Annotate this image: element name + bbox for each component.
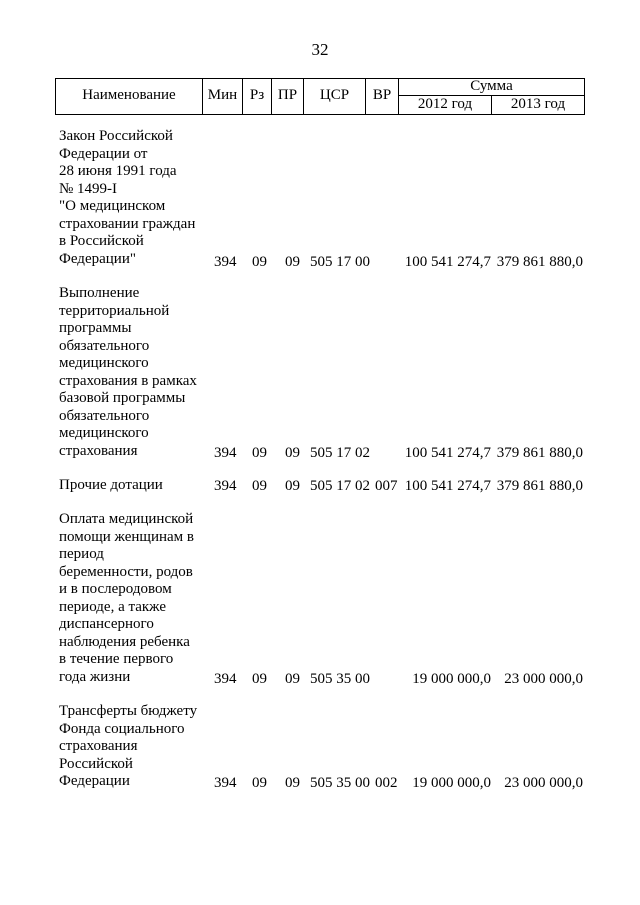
row-pr: 09 [285,774,300,791]
row-sum-2013: 379 861 880,0 [496,253,583,270]
row-rz: 09 [252,477,267,494]
table-row [0,128,640,271]
header-sum: Сумма [470,78,513,94]
row-name: Оплата медицинской помощи женщинам в период беременности, родов и в послеродовом периоде, а также диспансерного наблюдения ребенка в течение первого года жизни [59,511,194,685]
row-rz: 09 [252,774,267,791]
header-rz: Рз [249,87,265,103]
row-min: 394 [214,774,237,791]
row-min: 394 [214,477,237,494]
row-csr: 505 17 02 [310,444,370,461]
row-vr: 007 [375,477,398,494]
row-min: 394 [214,253,237,270]
row-pr: 09 [285,670,300,687]
table-row [0,703,640,792]
table-row [0,285,640,462]
row-name: Прочие дотации [59,477,163,493]
row-sum-2012: 19 000 000,0 [412,670,491,687]
header-year-2013: 2013 год [510,96,566,112]
row-sum-2012: 100 541 274,7 [404,444,491,461]
page-number: 32 [311,40,329,59]
row-sum-2013: 23 000 000,0 [504,774,583,791]
row-rz: 09 [252,670,267,687]
row-name: Закон Российской Федерации от 28 июня 1991 года № 1499-I "О медицинском страховании граждан в Российской Федерации" [59,128,196,267]
row-sum-2013: 23 000 000,0 [504,670,583,687]
row-rz: 09 [252,253,267,270]
table-row [0,511,640,688]
row-min: 394 [214,670,237,687]
row-name: Выполнение территориальной программы обязательного медицинского страхования в рамках базовой программы обязательного медицинского страхования [59,285,197,459]
header-pr: ПР [277,87,298,103]
row-pr: 09 [285,444,300,461]
row-csr: 505 17 00 [310,253,370,270]
row-min: 394 [214,444,237,461]
header-min: Мин [207,87,238,103]
row-sum-2012: 19 000 000,0 [412,774,491,791]
row-sum-2013: 379 861 880,0 [496,444,583,461]
header-csr: ЦСР [319,87,350,103]
row-csr: 505 17 02 [310,477,370,494]
row-vr: 002 [375,774,398,791]
row-pr: 09 [285,253,300,270]
table-row [0,477,640,495]
row-pr: 09 [285,477,300,494]
row-csr: 505 35 00 [310,670,370,687]
row-rz: 09 [252,444,267,461]
header-vr: ВР [372,87,392,103]
header-year-2012: 2012 год [417,96,473,112]
row-sum-2012: 100 541 274,7 [404,253,491,270]
row-name: Трансферты бюджету Фонда социального страхования Российской Федерации [59,703,198,789]
row-sum-2013: 379 861 880,0 [496,477,583,494]
row-csr: 505 35 00 [310,774,370,791]
header-name: Наименование [82,87,176,103]
row-sum-2012: 100 541 274,7 [404,477,491,494]
